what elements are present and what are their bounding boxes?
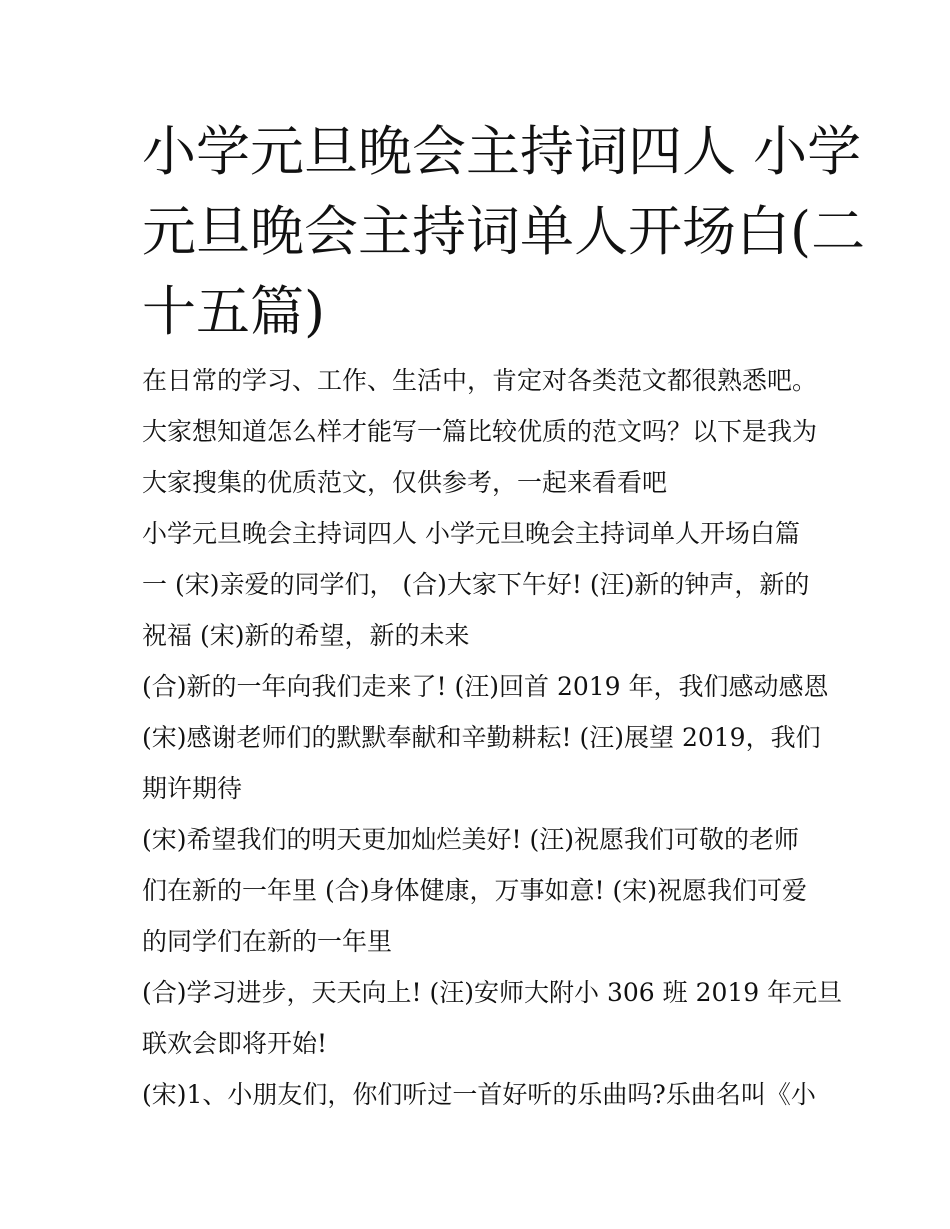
body-line-2: 大家想知道怎么样才能写一篇比较优质的范文吗？以下是我为 (142, 417, 818, 446)
body-line-1: 在日常的学习、工作、生活中，肯定对各类范文都很熟悉吧。 (142, 366, 818, 395)
body-line-11: 们在新的一年里 (合)身体健康，万事如意! (宋)祝愿我们可爱 (142, 876, 807, 905)
body-line-12: 的同学们在新的一年里 (142, 927, 393, 956)
document-title (142, 112, 866, 352)
title-line-1: 小学元旦晚会主持词四人 小学 (142, 120, 862, 183)
body-line-13: (合)学习进步，天天向上! (汪)安师大附小 306 班 2019 年元旦 (142, 978, 843, 1007)
body-line-15: (宋)1、小朋友们，你们听过一首好听的乐曲吗?乐曲名叫《小 (142, 1080, 816, 1109)
body-line-5: 一 (宋)亲爱的同学们， (合)大家下午好! (汪)新的钟声，新的 (142, 570, 810, 599)
body-line-3: 大家搜集的优质范文，仅供参考，一起来看看吧 (142, 468, 668, 497)
title-line-3: 十五篇) (142, 280, 326, 343)
document-body (142, 355, 842, 1120)
body-line-6: 祝福 (宋)新的希望，新的未来 (142, 621, 470, 650)
body-line-10: (宋)希望我们的明天更加灿烂美好! (汪)祝愿我们可敬的老师 (142, 825, 800, 854)
body-line-7: (合)新的一年向我们走来了! (汪)回首 2019 年，我们感动感恩 (142, 672, 829, 701)
title-line-2: 元旦晚会主持词单人开场白(二 (142, 200, 866, 263)
body-line-14: 联欢会即将开始! (142, 1029, 328, 1058)
body-line-8: (宋)感谢老师们的默默奉献和辛勤耕耘! (汪)展望 2019，我们 (142, 723, 821, 752)
body-line-9: 期许期待 (142, 774, 243, 803)
body-line-4: 小学元旦晚会主持词四人 小学元旦晚会主持词单人开场白篇 (142, 519, 800, 548)
